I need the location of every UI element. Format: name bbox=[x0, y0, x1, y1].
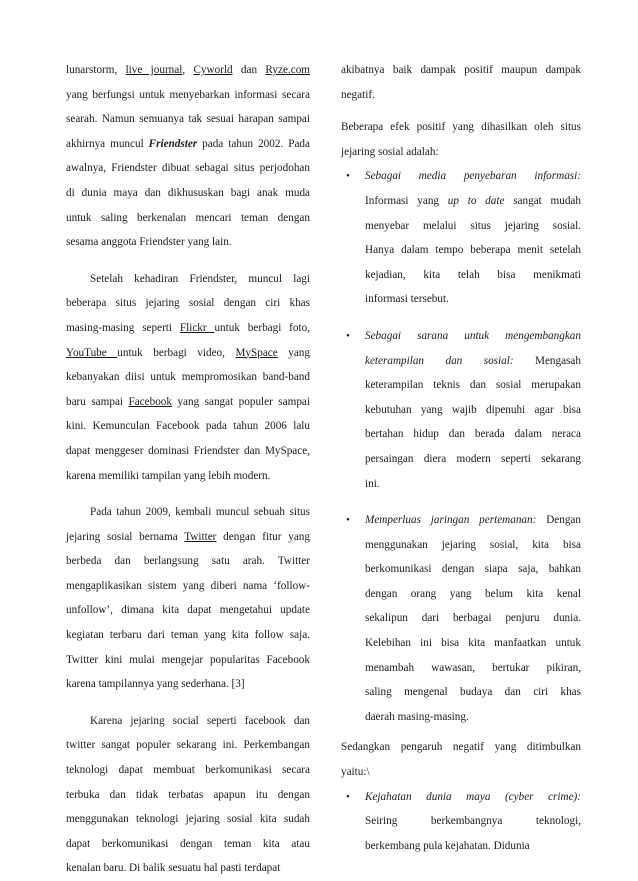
text-line bbox=[66, 206, 310, 231]
text-run: daerah masing-masing. bbox=[365, 710, 469, 723]
text-line bbox=[66, 107, 310, 132]
paragraph bbox=[66, 58, 310, 255]
text-run: yang berfungsi untuk menyebarkan informasi secara bbox=[66, 88, 310, 101]
text-run: kebanyakan diisi untuk mempromosikan band-band bbox=[66, 371, 310, 384]
right-column bbox=[341, 58, 581, 858]
negative-effects-list bbox=[341, 785, 581, 859]
text-line bbox=[365, 447, 581, 472]
text-run: Hanya dalam tempo beberapa menit setelah bbox=[365, 244, 581, 257]
text-line bbox=[66, 291, 310, 316]
text-run: Karena jejaring social seperti facebook dan bbox=[90, 714, 310, 727]
positive-effects-list bbox=[341, 164, 581, 729]
text-run: sesama anggota Friendster yang lain. bbox=[66, 236, 232, 249]
text-line bbox=[365, 656, 581, 681]
text-run: Mengasah bbox=[513, 354, 581, 367]
underlined-term: Twitter bbox=[184, 530, 217, 543]
text-run: yaitu:\ bbox=[341, 766, 370, 779]
underlined-term: MySpace bbox=[235, 346, 278, 359]
text-line bbox=[66, 464, 310, 489]
text-run: untuk saling berkenalan mencari teman dengan bbox=[66, 211, 310, 224]
text-line bbox=[365, 533, 581, 558]
paragraph bbox=[341, 115, 581, 164]
italic-term: Memperluas jaringan pertemanan: bbox=[365, 514, 537, 527]
left-column bbox=[66, 58, 310, 881]
text-line bbox=[365, 189, 581, 214]
text-line bbox=[66, 341, 310, 366]
text-line bbox=[365, 809, 581, 834]
text-run: akibatnya baik dampak positif maupun dampak bbox=[341, 64, 581, 76]
underlined-term: Cyworld bbox=[193, 64, 233, 76]
paragraph bbox=[66, 709, 310, 881]
text-run: , bbox=[182, 64, 194, 76]
bullet-icon: • bbox=[346, 790, 350, 803]
underlined-term: live journal bbox=[125, 64, 183, 76]
italic-term: Sebagai sarana untuk mengembangkan bbox=[365, 329, 581, 342]
text-run: saling mengenal budaya dan ciri khas bbox=[365, 686, 581, 699]
text-line bbox=[66, 414, 310, 439]
text-run: karena tampilannya yang sederhana. [3] bbox=[66, 678, 245, 691]
text-run: Informasi yang bbox=[365, 194, 448, 207]
bullet-icon: • bbox=[346, 170, 350, 183]
text-run: sangat mudah bbox=[504, 194, 581, 207]
text-line bbox=[66, 525, 310, 550]
text-line bbox=[341, 83, 581, 108]
text-run: berkembang pula kejahatan. Didunia bbox=[365, 839, 530, 852]
text-run: Seiring berkembangnya teknologi, bbox=[365, 815, 581, 828]
text-run: teknologi dapat membuat berkomunikasi secara bbox=[66, 764, 310, 777]
text-run: dapat berkomunikasi dengan teman kita atau bbox=[66, 837, 310, 850]
text-run: jejaring sosial bernama bbox=[66, 530, 185, 543]
text-run: searah. Namun semuanya tak sesuai harapan sampai bbox=[66, 113, 310, 126]
text-run: Beberapa efek positif yang dihasilkan oleh situs bbox=[341, 121, 581, 134]
text-line bbox=[66, 807, 310, 832]
text-line bbox=[66, 709, 310, 734]
list-item bbox=[341, 324, 581, 496]
paragraph bbox=[66, 267, 310, 488]
text-run: karena memiliki tampilan yang lebih modern. bbox=[66, 469, 271, 482]
text-line bbox=[341, 140, 581, 165]
text-run: Twitter kini mulai mengejar popularitas Facebook bbox=[66, 653, 310, 666]
text-run: yang sangat populer sampai bbox=[171, 395, 310, 408]
text-line bbox=[66, 439, 310, 464]
text-line bbox=[66, 230, 310, 255]
italic-term: up to date bbox=[447, 194, 505, 207]
text-line bbox=[66, 390, 310, 415]
paragraph bbox=[341, 735, 581, 784]
text-run: Pada tahun 2009, kembali muncul sebuah situs bbox=[90, 506, 310, 519]
text-line bbox=[365, 631, 581, 656]
text-line bbox=[66, 500, 310, 525]
text-run: dapat menggeser dominasi Friendster dan MySpace, bbox=[66, 444, 310, 457]
text-line bbox=[66, 598, 310, 623]
text-run: Sedangkan pengaruh negatif yang ditimbulkan bbox=[341, 741, 581, 754]
text-run: kebutuhan yang wajib dipenuhi agar bisa bbox=[365, 403, 581, 416]
text-line bbox=[66, 156, 310, 181]
underlined-term: Flickr bbox=[179, 321, 215, 334]
text-run: berkomunikasi dengan siapa saja, bahkan bbox=[365, 563, 581, 576]
text-line bbox=[341, 115, 581, 140]
text-run: menggunakan jejaring sosial, kita bisa bbox=[365, 538, 581, 551]
text-line bbox=[66, 758, 310, 783]
text-run: berbeda dan berlangsung satu arah. Twitter bbox=[66, 555, 310, 568]
text-line bbox=[66, 672, 310, 697]
text-run: Dengan bbox=[536, 514, 581, 527]
text-run: awalnya, Friendster dibuat sebagai situs perjodohan bbox=[66, 162, 310, 175]
bullet-icon: • bbox=[346, 514, 350, 527]
text-line bbox=[365, 680, 581, 705]
paragraph bbox=[66, 500, 310, 697]
text-line bbox=[66, 181, 310, 206]
text-run: kenalan baru. Di balik sesuatu hal pasti terdapat bbox=[66, 862, 281, 875]
text-line bbox=[365, 606, 581, 631]
underlined-term: Facebook bbox=[128, 395, 172, 408]
text-line bbox=[365, 164, 581, 189]
text-run: masing-masing seperti bbox=[66, 321, 180, 334]
text-run: keterampilan teknis dan sosial merupakan bbox=[365, 379, 581, 392]
text-run: menyebar melalui situs jejaring sosial. bbox=[365, 219, 581, 232]
text-run: Kelebihan ini bisa kita manfaatkan untuk bbox=[365, 637, 581, 650]
text-run: bertahan hidup dan berada dalam neraca bbox=[365, 428, 581, 441]
text-run: dan bbox=[232, 64, 266, 76]
text-line bbox=[365, 398, 581, 423]
text-run: mengaplikasikan sistem yang diberi nama ‘follow- bbox=[66, 579, 310, 592]
text-line bbox=[66, 132, 310, 157]
text-run: pada tahun 2002. Pada bbox=[197, 137, 310, 150]
text-line bbox=[365, 238, 581, 263]
text-line bbox=[365, 472, 581, 497]
text-run: unfollow’, dimana kita dapat mengetahui update bbox=[66, 604, 310, 617]
text-run: menambah wawasan, bertukar pikiran, bbox=[365, 661, 581, 674]
text-line bbox=[66, 574, 310, 599]
text-run: untuk berbagi video, bbox=[117, 346, 236, 359]
text-run: akhirnya muncul bbox=[66, 137, 149, 150]
text-line bbox=[66, 365, 310, 390]
text-run: baru sampai bbox=[66, 395, 129, 408]
text-run: lunarstorm, bbox=[66, 64, 126, 76]
text-run: terbuka dan tidak terbatas apapun itu dengan bbox=[66, 788, 310, 801]
italic-term: keterampilan dan sosial: bbox=[365, 354, 514, 367]
text-line bbox=[66, 316, 310, 341]
text-line bbox=[66, 58, 310, 83]
text-line bbox=[365, 705, 581, 730]
text-run: persaingan diera modern seperti sekarang bbox=[365, 452, 581, 465]
text-line bbox=[66, 648, 310, 673]
text-line bbox=[66, 832, 310, 857]
text-run: menggunakan teknologi jejaring sosial kita sudah bbox=[66, 813, 310, 826]
text-line bbox=[365, 287, 581, 312]
list-item bbox=[341, 785, 581, 859]
text-line bbox=[66, 83, 310, 108]
text-run: jejaring sosial adalah: bbox=[341, 145, 439, 158]
underlined-term: Ryze.com bbox=[265, 64, 310, 76]
text-run: beberapa situs jejaring sosial dengan ciri khas bbox=[66, 297, 310, 310]
text-line bbox=[365, 349, 581, 374]
text-line bbox=[66, 267, 310, 292]
text-line bbox=[365, 263, 581, 288]
text-line bbox=[365, 373, 581, 398]
text-run: ini. bbox=[365, 477, 380, 490]
text-run: kejadian, kita telah bisa menikmati bbox=[365, 268, 581, 281]
text-run: negatif. bbox=[341, 88, 375, 101]
text-line bbox=[365, 834, 581, 859]
text-line bbox=[365, 785, 581, 810]
text-line bbox=[66, 783, 310, 808]
text-run: di dunia maya dan dikhususkan bagi anak muda bbox=[66, 186, 310, 199]
emphasized-term: Friendster bbox=[148, 137, 198, 150]
text-run: kini. Kemunculan Facebook pada tahun 2006 lalu bbox=[66, 420, 310, 433]
italic-term: Sebagai media penyebaran informasi: bbox=[365, 170, 581, 183]
list-item bbox=[341, 164, 581, 312]
text-line bbox=[66, 856, 310, 881]
text-run: sekalipun dari berbagai penjuru dunia. bbox=[365, 612, 581, 625]
text-run: informasi tersebut. bbox=[365, 293, 449, 306]
text-line bbox=[341, 58, 581, 83]
text-run: yang bbox=[277, 346, 310, 359]
text-line bbox=[341, 735, 581, 760]
text-line bbox=[341, 760, 581, 785]
text-run: untuk berbagi foto, bbox=[214, 321, 310, 334]
text-line bbox=[66, 549, 310, 574]
text-line bbox=[365, 214, 581, 239]
text-line bbox=[365, 508, 581, 533]
text-run: kegiatan terbaru dari teman yang kita follow saja. bbox=[66, 629, 310, 642]
paragraph bbox=[341, 58, 581, 107]
text-line bbox=[66, 623, 310, 648]
text-line bbox=[365, 324, 581, 349]
italic-term: Kejahatan dunia maya (cyber crime): bbox=[365, 790, 581, 803]
text-run: dengan orang yang belum kita kenal bbox=[365, 587, 581, 600]
text-line bbox=[365, 557, 581, 582]
text-line bbox=[365, 582, 581, 607]
text-line bbox=[365, 422, 581, 447]
text-line bbox=[66, 733, 310, 758]
underlined-term: YouTube bbox=[66, 346, 118, 359]
text-run: dengan fitur yang bbox=[216, 530, 310, 543]
bullet-icon: • bbox=[346, 329, 350, 342]
text-run: Setelah kehadiran Friendster, muncul lagi bbox=[90, 272, 310, 285]
list-item bbox=[341, 508, 581, 729]
text-run: twitter sangat populer sekarang ini. Perkembangan bbox=[66, 739, 310, 752]
